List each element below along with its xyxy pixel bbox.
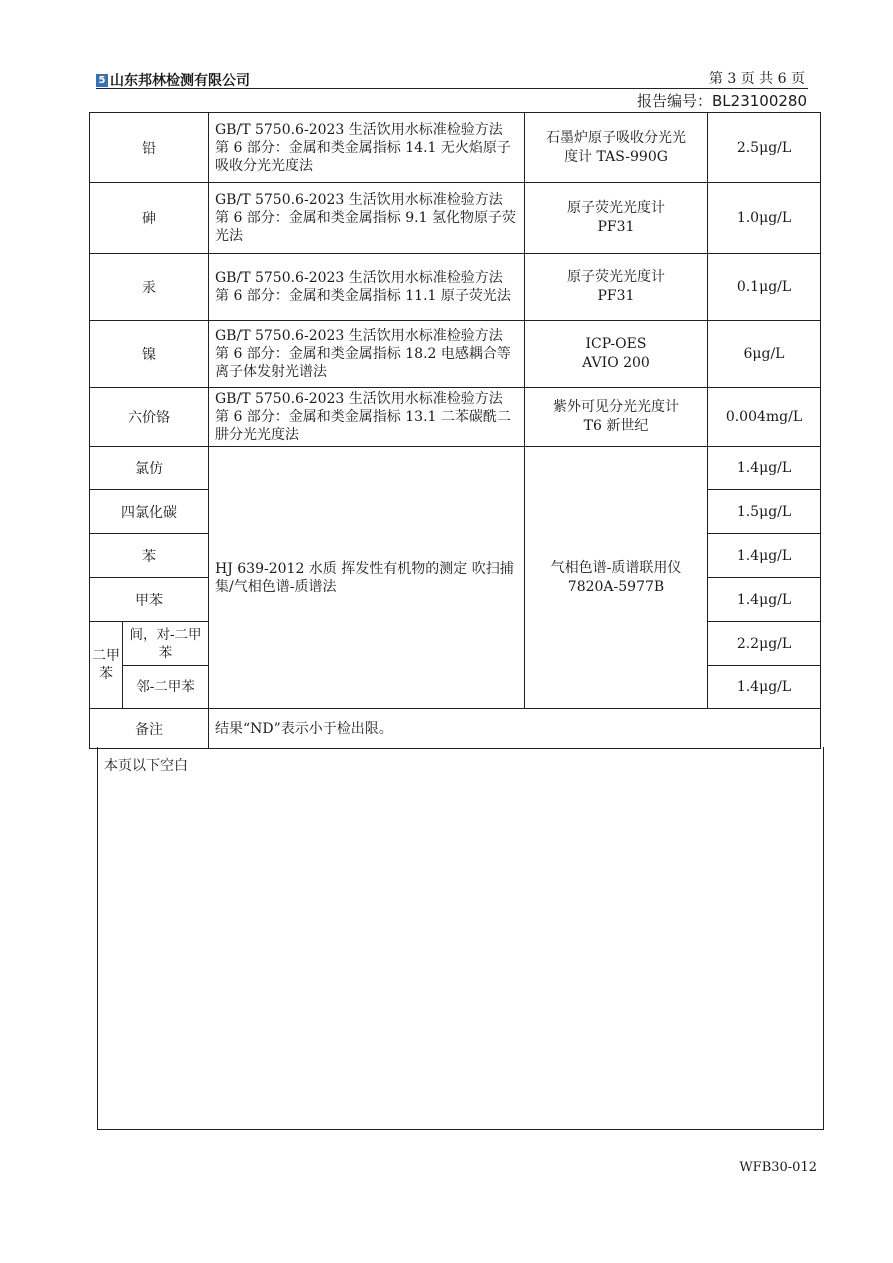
item-name: 邻-二甲苯 xyxy=(123,666,209,709)
company-logo-icon: 5 xyxy=(96,74,108,87)
detection-limit: 6μg/L xyxy=(708,321,821,388)
instrument xyxy=(525,113,708,183)
detection-limit: 0.1μg/L xyxy=(708,254,821,321)
detection-limit: 1.0μg/L xyxy=(708,183,821,254)
blank-area xyxy=(97,747,824,1130)
item-name: 镍 xyxy=(90,321,209,388)
table-row xyxy=(90,388,821,447)
item-name: 六价铬 xyxy=(90,388,209,447)
instrument xyxy=(525,388,708,447)
table-row xyxy=(90,113,821,183)
instrument-line: 原子荧光光度计 xyxy=(567,200,665,216)
item-name: 氯仿 xyxy=(90,447,209,490)
company-name: 山东邦林检测有限公司 xyxy=(110,73,250,89)
detection-limit: 2.5μg/L xyxy=(708,113,821,183)
report-number: 报告编号：BL23100280 xyxy=(637,92,807,110)
method-text: GB/T 5750.6-2023 生活饮用水标准检验方法 第 6 部分：金属和类金属指标 9.1 氢化物原子荧光法 xyxy=(209,183,525,254)
instrument-line: PF31 xyxy=(597,219,635,235)
table-row xyxy=(90,183,821,254)
table-row xyxy=(90,447,821,490)
item-name: 铅 xyxy=(90,113,209,183)
instrument-line: 紫外可见分光光度计 xyxy=(553,399,679,415)
company-header xyxy=(96,70,250,90)
item-name: 砷 xyxy=(90,183,209,254)
header-divider xyxy=(96,88,808,89)
instrument-line: ICP-OES xyxy=(585,336,647,352)
detection-limit: 1.4μg/L xyxy=(708,578,821,622)
remarks-text: 结果“ND”表示小于检出限。 xyxy=(209,709,821,749)
blank-note: 本页以下空白 xyxy=(104,758,188,774)
page-info: 第 3 页 共 6 页 xyxy=(708,71,805,87)
remarks-row xyxy=(90,709,821,749)
instrument-line: 7820A-5977B xyxy=(567,578,665,595)
detection-limit: 1.5μg/L xyxy=(708,490,821,534)
detection-limit: 1.4μg/L xyxy=(708,534,821,578)
instrument-line: AVIO 200 xyxy=(582,355,650,371)
detection-limit: 0.004mg/L xyxy=(708,388,821,447)
instrument-line: 度计 TAS-990G xyxy=(564,148,668,165)
remarks-label: 备注 xyxy=(90,709,209,749)
table-row xyxy=(90,254,821,321)
item-name: 四氯化碳 xyxy=(90,490,209,534)
instrument-line: 石墨炉原子吸收分光光 xyxy=(546,129,686,146)
method-text: GB/T 5750.6-2023 生活饮用水标准检验方法 第 6 部分：金属和类金属指标 11.1 原子荧光法 xyxy=(209,254,525,321)
detection-limit: 2.2μg/L xyxy=(708,622,821,666)
item-name: 间，对-二甲苯 xyxy=(123,622,209,666)
detection-limit: 1.4μg/L xyxy=(708,447,821,490)
method-text: GB/T 5750.6-2023 生活饮用水标准检验方法 第 6 部分：金属和类金属指标 18.2 电感耦合等离子体发射光谱法 xyxy=(209,321,525,388)
method-text: GB/T 5750.6-2023 生活饮用水标准检验方法 第 6 部分：金属和类金属指标 13.1 二苯碳酰二肼分光光度法 xyxy=(209,388,525,447)
instrument-line: T6 新世纪 xyxy=(583,418,649,434)
instrument xyxy=(525,183,708,254)
instrument xyxy=(525,321,708,388)
instrument-line: PF31 xyxy=(597,288,635,304)
instrument-line: 气相色谱-质谱联用仪 xyxy=(550,559,682,576)
instrument xyxy=(525,447,708,709)
detection-limit: 1.4μg/L xyxy=(708,666,821,709)
results-table xyxy=(89,112,821,749)
item-name: 甲苯 xyxy=(90,578,209,622)
item-name: 苯 xyxy=(90,534,209,578)
method-text: GB/T 5750.6-2023 生活饮用水标准检验方法 第 6 部分：金属和类金属指标 14.1 无火焰原子吸收分光光度法 xyxy=(209,113,525,183)
table-row xyxy=(90,321,821,388)
xylene-group-label: 二甲苯 xyxy=(90,622,123,709)
item-name: 汞 xyxy=(90,254,209,321)
method-text: HJ 639-2012 水质 挥发性有机物的测定 吹扫捕集/气相色谱-质谱法 xyxy=(209,447,525,709)
instrument xyxy=(525,254,708,321)
instrument-line: 原子荧光光度计 xyxy=(567,269,665,285)
form-code: WFB30-012 xyxy=(739,1160,817,1175)
